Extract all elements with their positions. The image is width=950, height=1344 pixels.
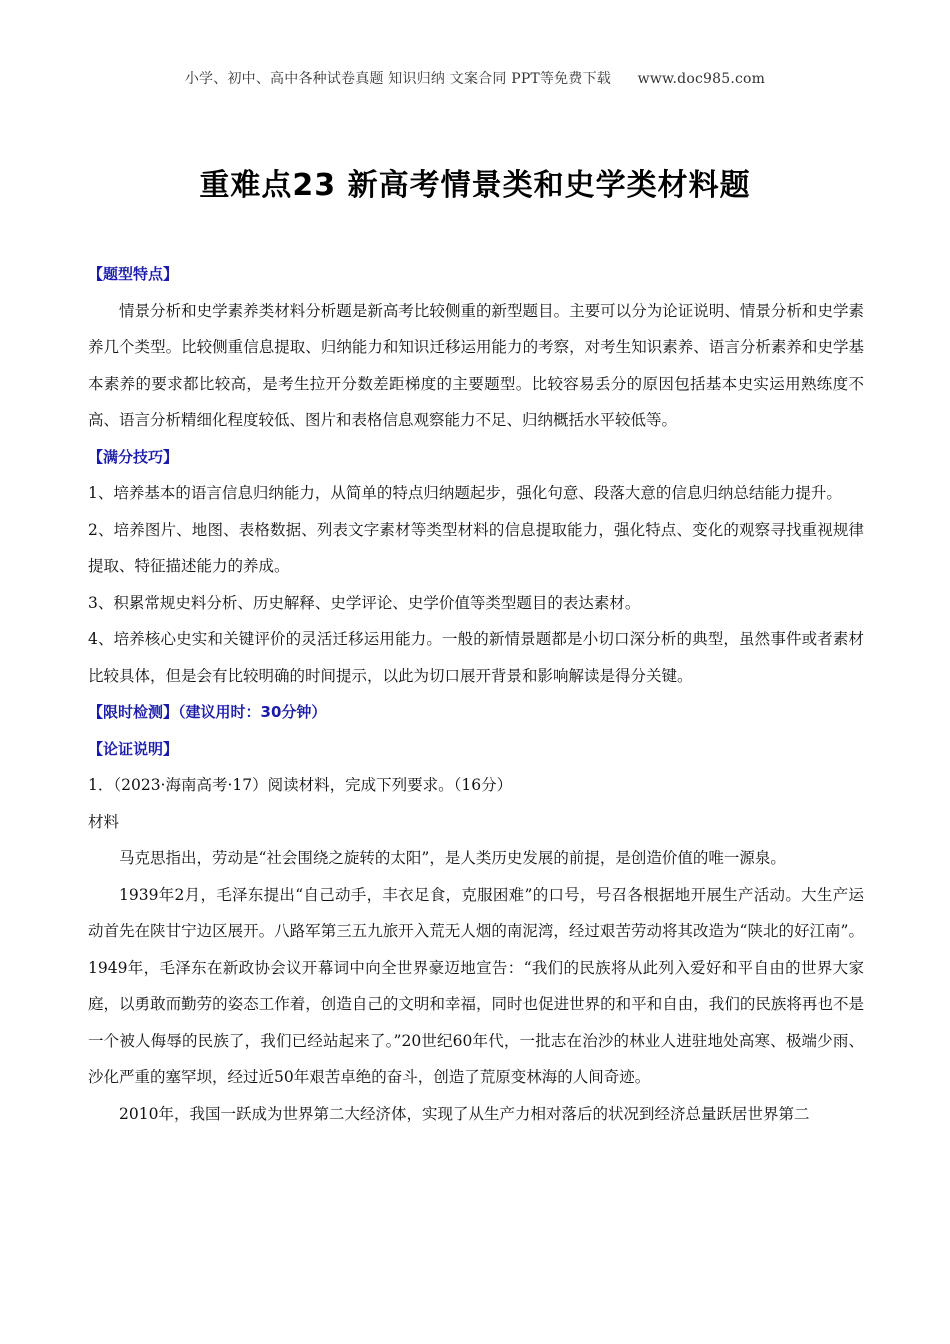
heading-features: 【题型特点】 — [88, 265, 179, 283]
page-title: 重难点23 新高考情景类和史学类材料题 — [199, 168, 751, 203]
question-stem: 1．（2023·海南高考·17）阅读材料，完成下列要求。（16分） — [88, 776, 513, 794]
heading-timed-test: 【限时检测】（建议用时：30分钟） — [88, 703, 327, 721]
skill-item: 2、培养图片、地图、表格数据、列表文字素材等类型材料的信息提取能力，强化特点、变化的观察寻找重视规律提取、特征描述能力的养成。 — [88, 520, 864, 575]
material-paragraph: 1939年2月，毛泽东提出“自己动手，丰衣足食，克服困难”的口号，号召各根据地开展生产活动。大生产运动首先在陕甘宁边区展开。八路军第三五九旅开入荒无人烟的南泥湾，经过艰苦劳动将其改造为“陕北的好江南”。1949年，毛泽东在新政协会议开幕词中向全世界豪迈地宣告：“我们的民族将从此列入爱好和平自由的世界大家庭，以勇敢而勤劳的姿态工作着，创造自己的文明和幸福，同时也促进世界的和平和自由，我们的民族将再也不是一个被人侮辱的民族了，我们已经站起来了。”20世纪60年代，一批志在治沙的林业人进驻地处高寒、极端少雨、沙化严重的塞罕坝，经过近50年艰苦卓绝的奋斗，创造了荒原变林海的人间奇迹。 — [88, 885, 864, 1086]
features-paragraph: 情景分析和史学素养类材料分析题是新高考比较侧重的新型题目。主要可以分为论证说明、情景分析和史学素养几个类型。比较侧重信息提取、归纳能力和知识迁移运用能力的考察，对考生知识素养、语言分析素养和史学基本素养的要求都比较高，是考生拉开分数差距梯度的主要题型。比较容易丢分的原因包括基本史实运用熟练度不高、语言分析精细化程度较低、图片和表格信息观察能力不足、归纳概括水平较低等。 — [88, 301, 864, 429]
heading-skills: 【满分技巧】 — [88, 447, 179, 466]
material-paragraph: 2010年，我国一跃成为世界第二大经济体，实现了从生产力相对落后的状况到经济总量跃居世界第二 — [119, 1104, 810, 1123]
page-header — [0, 68, 950, 88]
skill-item: 3、积累常规史料分析、历史解释、史学评论、史学价值等类型题目的表达素材。 — [88, 593, 641, 612]
heading-argument: 【论证说明】 — [88, 739, 179, 758]
material-label: 材料 — [88, 812, 120, 831]
header-site-link[interactable]: www.doc985.com — [637, 71, 766, 87]
header-tagline: 小学、初中、高中各种试卷真题 知识归纳 文案合同 PPT等免费下载 — [184, 71, 611, 87]
document-body — [88, 256, 864, 1132]
skill-item: 4、培养核心史实和关键评价的灵活迁移运用能力。一般的新情景题都是小切口深分析的典型，虽然事件或者素材比较具体，但是会有比较明确的时间提示，以此为切口展开背景和影响解读是得分关键。 — [88, 630, 864, 685]
material-paragraph: 马克思指出，劳动是“社会围绕之旋转的太阳”，是人类历史发展的前提，是创造价值的唯一源泉。 — [119, 849, 786, 867]
skill-item: 1、培养基本的语言信息归纳能力，从简单的特点归纳题起步，强化句意、段落大意的信息归纳总结能力提升。 — [88, 484, 842, 502]
